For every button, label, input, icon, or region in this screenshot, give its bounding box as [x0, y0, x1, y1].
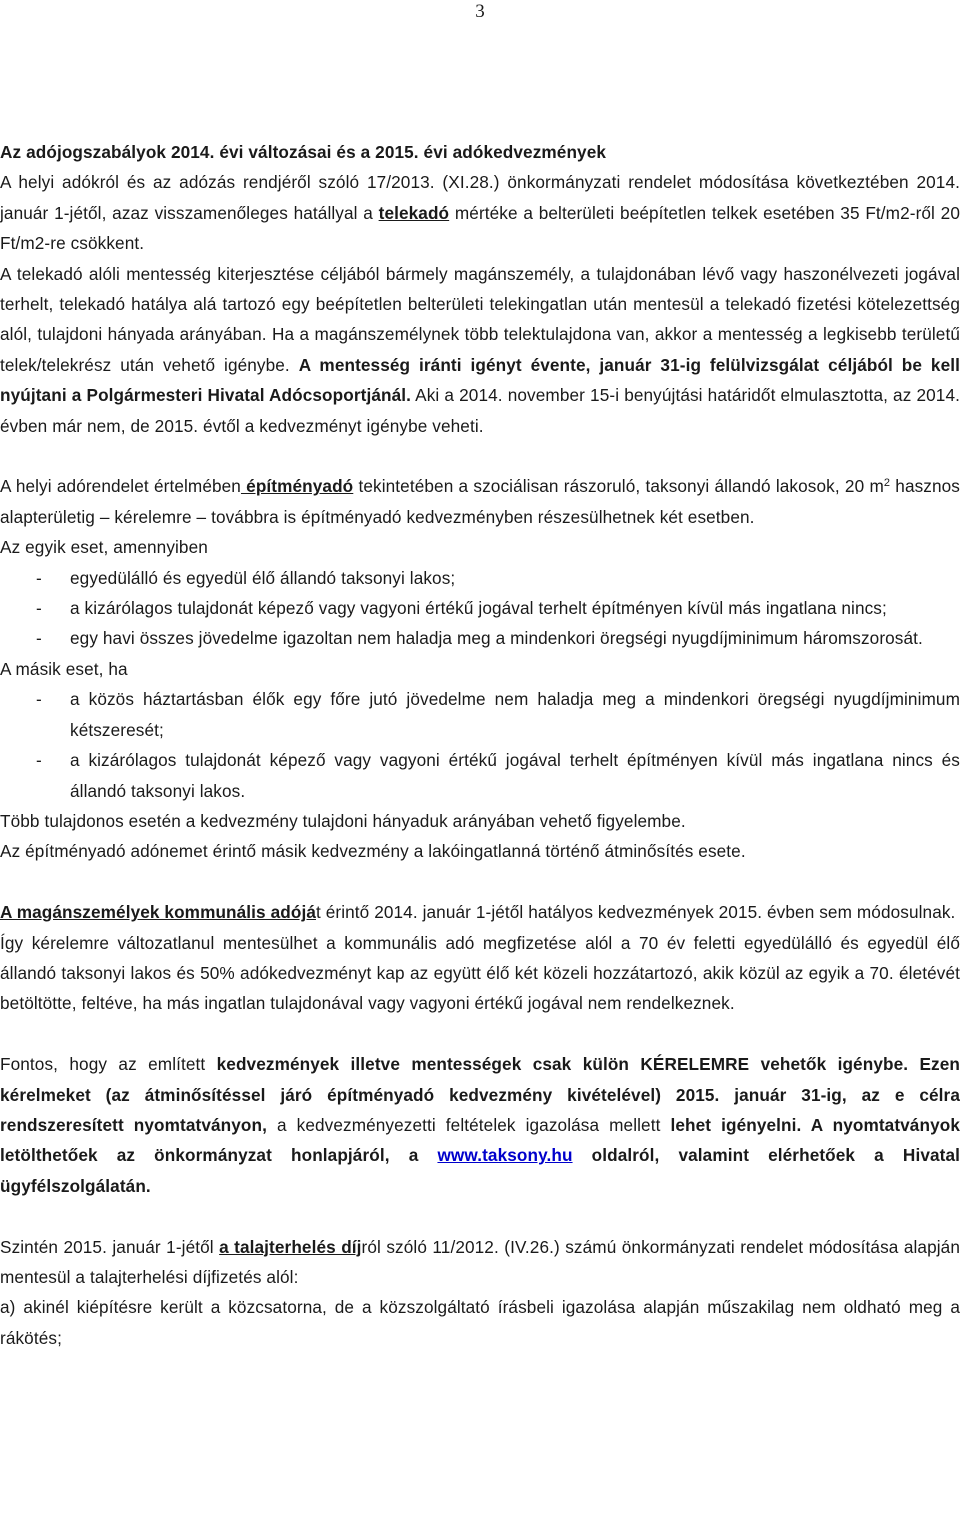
section-heading: Az adójogszabályok 2014. évi változásai és a 2015. évi adókedvezmények	[0, 142, 607, 162]
paragraph-kommunalis-details: Így kérelemre változatlanul mentesülhet a kommunális adó megfizetése alól a 70 év feletti egyedülálló és egyedül élő állandó taksonyi lakos és 50% adókedvezményt kap az együtt élő két közeli hozzátartozó, akik közül az egyik a 70. életévét betöltötte, feltéve, ha más ingatlan tulajdonával vagy vagyoni értékű jogával nem rendelkeznek.	[0, 932, 960, 1014]
list-item: - a kizárólagos tulajdonát képező vagy vagyoni értékű jogával terhelt építményen kívül más ingatlana nincs;	[36, 598, 887, 619]
paragraph-exemption-a: a) akinél kiépítésre került a közcsatorna, de a közszolgáltató írásbeli igazolása alapján műszakilag nem oldható meg a rákötés;	[0, 1297, 960, 1348]
term-epitmenyado: építményadó	[240, 476, 354, 497]
paragraph-multiple-owners: Több tulajdonos esetén a kedvezmény tulajdoni hányaduk arányában vehető figyelembe.	[0, 810, 686, 831]
paragraph-talajterhelesi-dij: Szintén 2015. január 1-jétől a talajterhelés díjról szóló 11/2012. (IV.26.) számú önkormányzati rendelet módosítása alapján mentesül a talajterhelési díjfizetés alól:	[0, 1236, 960, 1287]
deadline-notice: A mentesség iránti igényt évente, január 31-ig felülvizsgálat céljából be kell nyújtani a Polgármesteri Hivatal Adócsoportjánál.	[0, 354, 960, 406]
paragraph-reclassification: Az építményadó adónemet érintő másik kedvezmény a lakóingatlanná történő átminősítés esete.	[0, 841, 746, 862]
list-item: - egy havi összes jövedelme igazoltan nem haladja meg a mindenkori öregségi nyugdíjminimum háromszorosát.	[36, 628, 923, 649]
paragraph-telekado-exemption: A telekadó alóli mentesség kiterjesztése céljából bármely magánszemély, a tulajdonában lévő vagy haszonélvezeti jogával terhelt, telekadó hatálya alá tartozó egy beépítetlen belterületi telekingatlan után mentesül a telekadó fizetési kötelezettség alól, tulajdoni hányada arányában. Ha a magánszemélynek több telektulajdona van, akkor a mentesség a legkisebb területű telek/telekrész után vehető igénybe. A mentesség iránti igényt évente, január 31-ig felülvizsgálat céljából be kell nyújtani a Polgármesteri Hivatal Adócsoportjánál. Aki a 2014. november 15-i benyújtási határidőt elmulasztotta, az 2014. évben már nem, de 2015. évtől a kedvezményt igénybe veheti.	[0, 263, 960, 436]
paragraph-epitmenyado: A helyi adórendelet értelmében építményadó tekintetében a szociálisan rászoruló, taksonyi állandó lakosok, 20 $m^2$ hasznos alapterületig – kérelemre – továbbra is építményadó kedvezményben részesülhetnek két esetben.	[0, 476, 960, 527]
document-body	[0, 137, 960, 1353]
term-talajterhelesi-dij: a talajterhelés díj	[219, 1236, 362, 1257]
paragraph-application-notice: Fontos, hogy az említett kedvezmények illetve mentességek csak külön KÉRELEMRE vehetők igénybe. Ezen kérelmeket (az átminősítéssel járó építményadó kedvezmény kivételével) 2015. január 31-ig, az e célra rendszeresített nyomtatványon, a kedvezményezetti feltételek igazolása mellett lehet igényelni. A nyomtatványok letölthetőek az önkormányzat honlapjáról, a www.taksony.hu oldalról, valamint elérhetőek a Hivatal ügyfélszolgálatán.	[0, 1054, 960, 1196]
list-item: - a közös háztartásban élők egy főre jutó jövedelme nem haladja meg a mindenkori öregségi nyugdíjminimum kétszeresét;	[36, 689, 960, 740]
paragraph-telekado-rate: A helyi adókról és az adózás rendjéről szóló 17/2013. (XI.28.) önkormányzati rendelet módosítása következtében 2014. január 1-jétől, azaz visszamenőleges hatállyal a telekadó mértéke a belterületi beépítetlen telkek esetében 35 Ft/m2-ről 20 Ft/m2-re csökkent.	[0, 172, 960, 254]
website-link[interactable]: www.taksony.hu	[437, 1145, 573, 1166]
term-telekado: telekadó	[378, 202, 450, 223]
page-number: 3	[475, 1, 485, 22]
list-item: - a kizárólagos tulajdonát képező vagy vagyoni értékű jogával terhelt építményen kívül más ingatlana nincs és állandó taksonyi lakos.	[36, 750, 960, 801]
term-kommunalis-ado: A magánszemélyek kommunális adójá	[0, 902, 316, 923]
case-2-intro: A másik eset, ha	[0, 658, 128, 679]
list-item: - egyedülálló és egyedül élő állandó taksonyi lakos;	[36, 567, 456, 588]
case-1-intro: Az egyik eset, amennyiben	[0, 537, 208, 558]
paragraph-kommunalis-ado: A magánszemélyek kommunális adóját érintő 2014. január 1-jétől hatályos kedvezmények 2015. évben sem módosulnak.	[0, 902, 956, 923]
